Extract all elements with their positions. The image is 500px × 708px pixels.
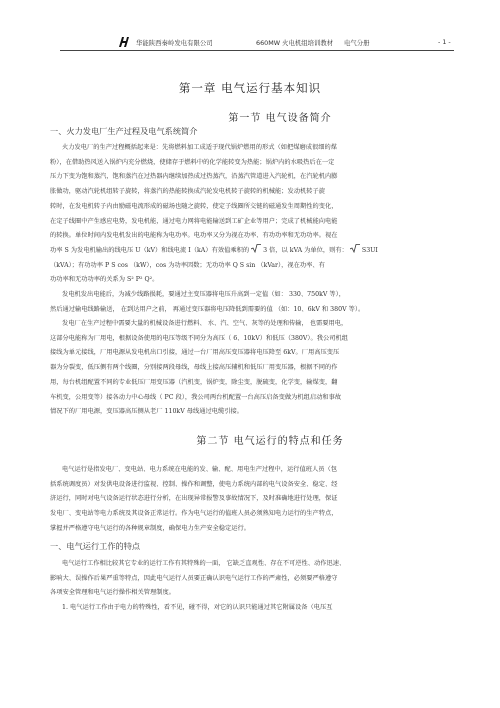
- text-line: 情况下的厂用电源，变压器高压侧从老厂 110kV 母线通过电缆引接。: [50, 408, 243, 416]
- section-2-paragraph-3: [50, 601, 454, 616]
- text-line: 发电厂在生产过程中需要大量的机械设备进行燃料、 水、汽、空气、灰等的处理和传输， 也需要用电，: [62, 320, 348, 327]
- header-page-number: - 1 -: [438, 38, 451, 46]
- section-2-paragraph-2: [50, 557, 454, 601]
- text-line: 电气运行工作相比较其它专业的运行工作有其特殊的一面， 它缺乏直观性、存在不可逆性、动作迅速、: [62, 560, 346, 567]
- text-line: 这部分电能称为厂用电，根据设备使用的电压等级不同分为高压（ 6、10kV）和低压（380V）。我公司机组: [50, 334, 349, 342]
- header-doc-title: 660MW 火电机组培训教材: [256, 39, 334, 47]
- text-line: 发电厂、变电站等电力系统及其设备正常运行。作为电气运行的值班人员必须熟知电力运行的生产特点，: [50, 510, 338, 518]
- text-line: 1. 电气运行工作由于电力的特殊性，看不见，碰不得，对它的认识只能通过其它附属设备（电压互: [62, 604, 333, 611]
- section-2-paragraph-1: [50, 463, 454, 537]
- section-1-paragraph-3: [50, 317, 454, 420]
- section-1-subheading: 一、火力发电厂生产过程及电气系统简介: [50, 126, 198, 136]
- power-formula-text-b: 3 倍，以 kVA 为单位，则有：: [263, 246, 348, 254]
- text-line: 掌握并严格遵守电气运行的各种规章制度，确保电力生产安全稳定运行。: [50, 524, 250, 532]
- text-line: 在定子线圈中产生感应电势，发电机能，通过电力网将电能输送到工矿企业等用户；完成了机械能向电能: [50, 217, 338, 225]
- section-1-paragraph-1: [50, 141, 454, 288]
- text-line: 用，每台机组配置不同的专业低压厂用变压器（汽机变，锅炉变，除尘变，脱硫变，化学变，输煤变，翻: [50, 378, 338, 386]
- text-line: 压力下变为饱和蒸汽，饱和蒸汽在过热器内继续加热成过热蒸汽，沿蒸汽管道进入汽轮机，在汽轮机内膨: [50, 173, 338, 181]
- power-formula-text-c: S3UI: [361, 246, 378, 254]
- square-root-icon: [251, 244, 261, 253]
- header-company: 华能陕西秦岭发电有限公司: [136, 39, 213, 47]
- text-line: 器为分裂变，低压侧有两个线圈，分别接两段母线，母线上接高压辅机和低压厂用变压器，根据不同的作: [50, 364, 338, 372]
- text-line: 粉），在借助热风送入锅炉内充分燃烧，使储存于燃料中的化学能转变为热能；锅炉内的水吸热后在一定: [50, 158, 335, 166]
- section-2-subheading: 一、电气运行工作的特点: [50, 541, 141, 551]
- header-category: 电气分册: [344, 39, 370, 47]
- huaneng-logo-icon: [117, 36, 131, 48]
- text-line: 电气运行是指发电厂、变电站、电力系统在电能的发、输、配、用电生产过程中，运行值班人员（包: [62, 466, 337, 473]
- text-line: 的转换。单位时间内发电机发出的电能称为电功率。电功率又分为视在功率、有功功率和无功功率。视在: [50, 232, 338, 240]
- text-line: 车机变，公用变等）接各动力中心母线（ PC 段），我公司两台机配置一台高压启备变做为机组启动和事故: [50, 393, 342, 401]
- text-line: 接线为单元接线，厂用电源从发电机出口引接，通过一台厂用高压变压器将电压降至 6kV。厂用高压变压: [50, 349, 340, 357]
- section-1-title: 第一节 电气设备简介: [228, 113, 332, 124]
- text-line: 功功率和无功功率的关系为 S² P² Q²。: [50, 276, 159, 284]
- text-line: 各项安全管理和电气运行操作相关管理制度。: [50, 589, 175, 597]
- text-line: 转时，在发电机转子内由励磁电流形成的磁场也随之旋转，使定子线圈所交链的磁通发生周期性的变化，: [50, 202, 338, 210]
- text-line: [50, 244, 454, 259]
- power-formula-text-a: 功率 S 为发电机输出的线电压 U（kV）和线电流 I（kA）有效值乘积的: [50, 246, 250, 254]
- running-header: [0, 36, 500, 50]
- text-line: 胀做功，驱动汽轮机组转子旋转，将蒸汽的热能转换成汽轮发电机转子旋转的机械能；发动机转子旋: [50, 188, 325, 196]
- text-line: 括系统调度员）对发供电设备进行监视、控制、操作和调整，使电力系统内部的电气设备安全、稳定、经: [50, 480, 338, 488]
- text-line: （kVA）；有功功率 P S cos （kW），cos 为功率因数；无功功率 Q S sin （kVar），视在功率、有: [50, 261, 325, 269]
- text-line: 发电机发出电能后，为减少线路损耗，要通过主变压器将电压升高到一定值（如： 330、750kV 等），: [62, 291, 346, 298]
- section-2-title: 第二节 电气运行的特点和任务: [196, 436, 344, 447]
- text-line: 济运行，同时对电气设备运行状态进行分析，在出现异常报警及事故情况下，及时准确地进行处理，保证: [50, 495, 338, 503]
- text-line: 然后通过输电线路输送， 在到达用户之前， 再通过变压器将电压降低到需要的值 （如：10、6kV 和 380V 等）。: [50, 305, 365, 313]
- section-1-paragraph-2: [50, 288, 454, 317]
- text-line: 影响大、误操作后果严重等特点，因此电气运行人员要正确认识电气运行工作的严肃性，必须要严格遵守: [50, 574, 338, 582]
- header-divider: [60, 50, 454, 51]
- text-line: 火力发电厂的生产过程概括起来是：先将燃料加工成适于现代锅炉燃用的形式（如把煤磨成很细的煤: [62, 144, 337, 151]
- chapter-title: 第一章 电气运行基本知识: [178, 81, 322, 95]
- square-root-icon: [350, 244, 360, 253]
